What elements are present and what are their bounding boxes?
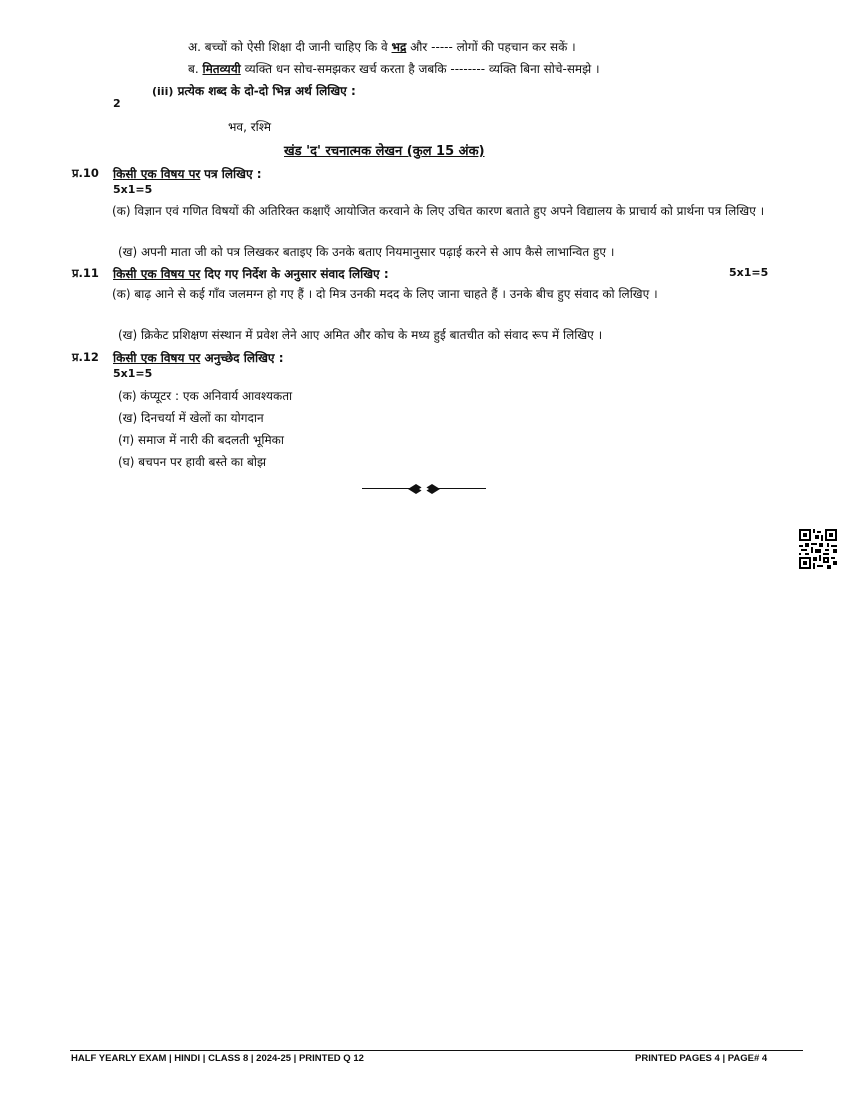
sub-question-iii-marks: 2 — [113, 97, 121, 110]
q12-instruction: किसी एक विषय पर अनुच्छेद लिखिए : — [113, 351, 284, 365]
fill-blank-b: ब. मितव्ययी व्यक्ति धन सोच-समझकर खर्च करता है जबकि -------- व्यक्ति बिना सोचे-समझे । — [188, 62, 600, 76]
section-d-heading: खंड 'द' रचनात्मक लेखन (कुल 15 अंक) — [284, 144, 485, 159]
qr-code-icon — [799, 529, 837, 569]
q12-option-ga: (ग) समाज में नारी की बदलती भूमिका — [118, 433, 284, 447]
q12-marks: 5x1=5 — [113, 367, 153, 380]
q11-option-kha: (ख) क्रिकेट प्रशिक्षण संस्थान में प्रवेश लेने आए अमित और कोच के मध्य हुई बातचीत को संवाद रूप में लिखिए । — [118, 328, 603, 342]
q12-option-gha: (घ) बचपन पर हावी बस्ते का बोझ — [118, 455, 267, 469]
q11-option-ka: (क) बाढ़ आने से कई गाँव जलमग्न हो गए हैं । दो मित्र उनकी मदद के लिए जाना चाहते हैं । उनके बीच हुए संवाद को लिखिए । — [112, 287, 658, 301]
q10-option-ka: (क) विज्ञान एवं गणित विषयों की अतिरिक्त कक्षाएँ आयोजित करवाने के लिए उचित कारण बताते हुए अपने विद्यालय के प्राचार्य को प्रार्थना पत्र लिखिए । — [112, 204, 765, 218]
q12-option-kha: (ख) दिनचर्या में खेलों का योगदान — [118, 411, 264, 425]
footer-divider — [70, 1050, 803, 1051]
q11-instruction: किसी एक विषय पर दिए गए निर्देश के अनुसार संवाद लिखिए : — [113, 267, 389, 281]
q12-number: प्र.12 — [72, 350, 99, 364]
footer-right-text: PRINTED PAGES 4 | PAGE# 4 — [635, 1053, 768, 1064]
fill-blank-a: अ. बच्चों को ऐसी शिक्षा दी जानी चाहिए कि वे भद्र और ----- लोगों की पहचान कर सकें । — [188, 40, 576, 54]
q11-number: प्र.11 — [72, 266, 99, 280]
q10-option-kha: (ख) अपनी माता जी को पत्र लिखकर बताइए कि उनके बताए नियमानुसार पढ़ाई करने से आप कैसे लाभान्वित हुए । — [118, 245, 615, 259]
q10-instruction: किसी एक विषय पर पत्र लिखिए : — [113, 167, 262, 181]
q10-marks: 5x1=5 — [113, 183, 153, 196]
q10-number: प्र.10 — [72, 166, 99, 180]
ornament-divider-icon — [362, 484, 486, 494]
footer-left-text: HALF YEARLY EXAM | HINDI | CLASS 8 | 2024-25 | PRINTED Q 12 — [71, 1053, 364, 1064]
q12-option-ka: (क) कंप्यूटर : एक अनिवार्य आवश्यकता — [118, 389, 293, 403]
sub-question-iii: (iii) प्रत्येक शब्द के दो-दो भिन्न अर्थ लिखिए : — [152, 84, 356, 98]
q11-marks: 5x1=5 — [729, 266, 769, 279]
sub-question-iii-words: भव, रश्मि — [228, 120, 272, 134]
